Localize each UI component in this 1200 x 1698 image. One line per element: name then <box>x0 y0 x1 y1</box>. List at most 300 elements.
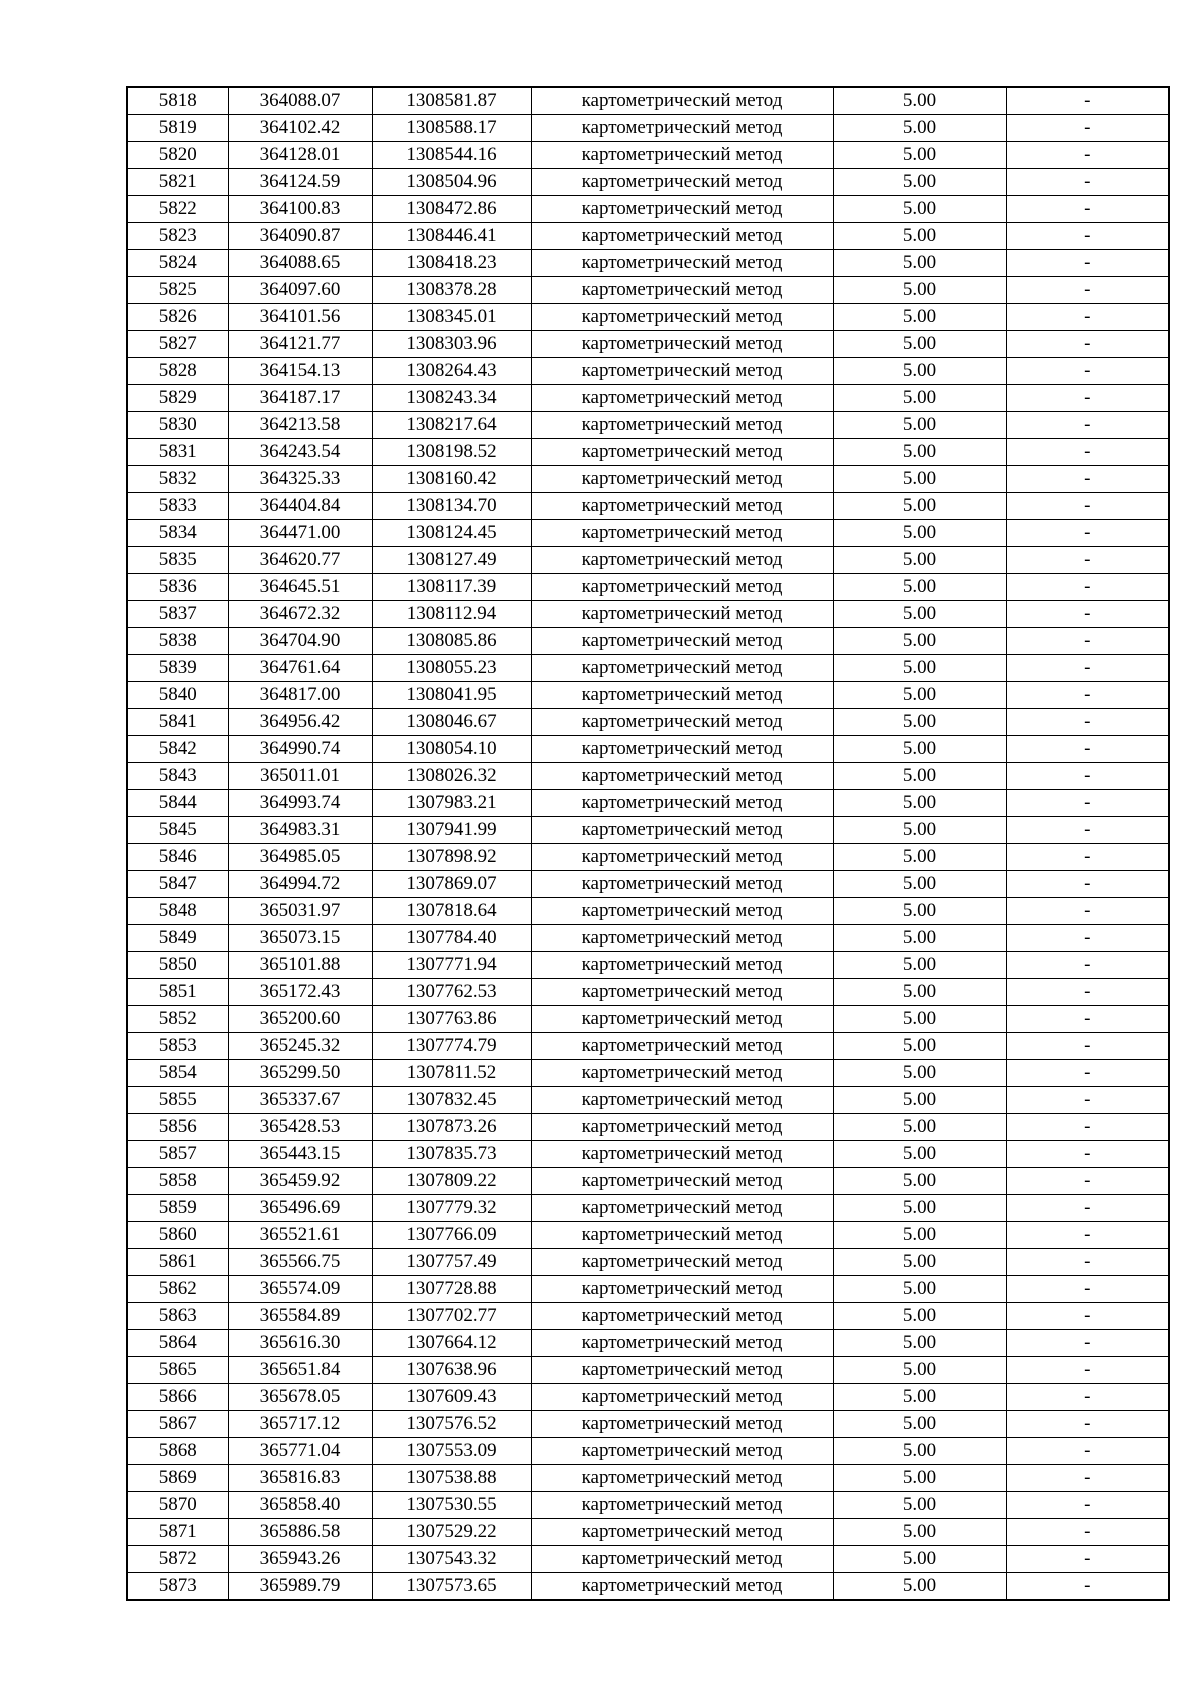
y-coordinate-cell: 1307538.88 <box>372 1465 531 1492</box>
accuracy-cell: 5.00 <box>833 1060 1006 1087</box>
point-number-cell: 5862 <box>127 1276 228 1303</box>
point-number-cell: 5859 <box>127 1195 228 1222</box>
method-cell: картометрический метод <box>531 871 833 898</box>
accuracy-cell: 5.00 <box>833 1411 1006 1438</box>
point-number-cell: 5846 <box>127 844 228 871</box>
note-cell: - <box>1006 1276 1169 1303</box>
y-coordinate-cell: 1307553.09 <box>372 1438 531 1465</box>
x-coordinate-cell: 365443.15 <box>228 1141 372 1168</box>
x-coordinate-cell: 365299.50 <box>228 1060 372 1087</box>
note-cell: - <box>1006 1141 1169 1168</box>
table-row <box>127 115 1169 142</box>
x-coordinate-cell: 364471.00 <box>228 520 372 547</box>
y-coordinate-cell: 1307873.26 <box>372 1114 531 1141</box>
method-cell: картометрический метод <box>531 196 833 223</box>
accuracy-cell: 5.00 <box>833 790 1006 817</box>
point-number-cell: 5867 <box>127 1411 228 1438</box>
note-cell: - <box>1006 439 1169 466</box>
x-coordinate-cell: 365245.32 <box>228 1033 372 1060</box>
note-cell: - <box>1006 628 1169 655</box>
table-row <box>127 493 1169 520</box>
method-cell: картометрический метод <box>531 250 833 277</box>
method-cell: картометрический метод <box>531 1384 833 1411</box>
y-coordinate-cell: 1307757.49 <box>372 1249 531 1276</box>
method-cell: картометрический метод <box>531 169 833 196</box>
note-cell: - <box>1006 412 1169 439</box>
accuracy-cell: 5.00 <box>833 1573 1006 1601</box>
method-cell: картометрический метод <box>531 1006 833 1033</box>
point-number-cell: 5863 <box>127 1303 228 1330</box>
y-coordinate-cell: 1307832.45 <box>372 1087 531 1114</box>
x-coordinate-cell: 365574.09 <box>228 1276 372 1303</box>
y-coordinate-cell: 1308544.16 <box>372 142 531 169</box>
x-coordinate-cell: 365858.40 <box>228 1492 372 1519</box>
x-coordinate-cell: 365651.84 <box>228 1357 372 1384</box>
method-cell: картометрический метод <box>531 87 833 115</box>
table-row <box>127 1573 1169 1601</box>
point-number-cell: 5823 <box>127 223 228 250</box>
y-coordinate-cell: 1307543.32 <box>372 1546 531 1573</box>
method-cell: картометрический метод <box>531 520 833 547</box>
document-page <box>126 86 1168 1601</box>
note-cell: - <box>1006 1411 1169 1438</box>
y-coordinate-cell: 1308345.01 <box>372 304 531 331</box>
note-cell: - <box>1006 871 1169 898</box>
accuracy-cell: 5.00 <box>833 628 1006 655</box>
x-coordinate-cell: 364101.56 <box>228 304 372 331</box>
y-coordinate-cell: 1308124.45 <box>372 520 531 547</box>
x-coordinate-cell: 364325.33 <box>228 466 372 493</box>
y-coordinate-cell: 1307771.94 <box>372 952 531 979</box>
y-coordinate-cell: 1308217.64 <box>372 412 531 439</box>
accuracy-cell: 5.00 <box>833 493 1006 520</box>
note-cell: - <box>1006 736 1169 763</box>
y-coordinate-cell: 1308504.96 <box>372 169 531 196</box>
method-cell: картометрический метод <box>531 736 833 763</box>
x-coordinate-cell: 364994.72 <box>228 871 372 898</box>
table-row <box>127 628 1169 655</box>
method-cell: картометрический метод <box>531 709 833 736</box>
accuracy-cell: 5.00 <box>833 1492 1006 1519</box>
y-coordinate-cell: 1308378.28 <box>372 277 531 304</box>
x-coordinate-cell: 365989.79 <box>228 1573 372 1601</box>
accuracy-cell: 5.00 <box>833 1222 1006 1249</box>
x-coordinate-cell: 365717.12 <box>228 1411 372 1438</box>
x-coordinate-cell: 364983.31 <box>228 817 372 844</box>
note-cell: - <box>1006 1573 1169 1601</box>
point-number-cell: 5868 <box>127 1438 228 1465</box>
table-row <box>127 277 1169 304</box>
accuracy-cell: 5.00 <box>833 358 1006 385</box>
note-cell: - <box>1006 1087 1169 1114</box>
x-coordinate-cell: 364154.13 <box>228 358 372 385</box>
note-cell: - <box>1006 1438 1169 1465</box>
point-number-cell: 5822 <box>127 196 228 223</box>
point-number-cell: 5820 <box>127 142 228 169</box>
accuracy-cell: 5.00 <box>833 1006 1006 1033</box>
method-cell: картометрический метод <box>531 601 833 628</box>
table-row <box>127 1141 1169 1168</box>
table-row <box>127 574 1169 601</box>
note-cell: - <box>1006 763 1169 790</box>
method-cell: картометрический метод <box>531 1492 833 1519</box>
point-number-cell: 5873 <box>127 1573 228 1601</box>
accuracy-cell: 5.00 <box>833 574 1006 601</box>
method-cell: картометрический метод <box>531 682 833 709</box>
method-cell: картометрический метод <box>531 1465 833 1492</box>
y-coordinate-cell: 1307609.43 <box>372 1384 531 1411</box>
table-row <box>127 682 1169 709</box>
table-row <box>127 1519 1169 1546</box>
x-coordinate-cell: 365771.04 <box>228 1438 372 1465</box>
y-coordinate-cell: 1308085.86 <box>372 628 531 655</box>
coordinates-table <box>126 86 1170 1601</box>
x-coordinate-cell: 365031.97 <box>228 898 372 925</box>
accuracy-cell: 5.00 <box>833 1357 1006 1384</box>
y-coordinate-cell: 1308588.17 <box>372 115 531 142</box>
x-coordinate-cell: 364097.60 <box>228 277 372 304</box>
table-row <box>127 1357 1169 1384</box>
accuracy-cell: 5.00 <box>833 817 1006 844</box>
point-number-cell: 5821 <box>127 169 228 196</box>
table-row <box>127 1033 1169 1060</box>
point-number-cell: 5841 <box>127 709 228 736</box>
method-cell: картометрический метод <box>531 790 833 817</box>
accuracy-cell: 5.00 <box>833 682 1006 709</box>
method-cell: картометрический метод <box>531 358 833 385</box>
accuracy-cell: 5.00 <box>833 115 1006 142</box>
point-number-cell: 5854 <box>127 1060 228 1087</box>
point-number-cell: 5858 <box>127 1168 228 1195</box>
point-number-cell: 5870 <box>127 1492 228 1519</box>
note-cell: - <box>1006 817 1169 844</box>
x-coordinate-cell: 364817.00 <box>228 682 372 709</box>
table-row <box>127 1465 1169 1492</box>
accuracy-cell: 5.00 <box>833 87 1006 115</box>
y-coordinate-cell: 1308046.67 <box>372 709 531 736</box>
method-cell: картометрический метод <box>531 493 833 520</box>
y-coordinate-cell: 1307784.40 <box>372 925 531 952</box>
table-row <box>127 1492 1169 1519</box>
note-cell: - <box>1006 1195 1169 1222</box>
accuracy-cell: 5.00 <box>833 142 1006 169</box>
y-coordinate-cell: 1307941.99 <box>372 817 531 844</box>
point-number-cell: 5849 <box>127 925 228 952</box>
x-coordinate-cell: 364404.84 <box>228 493 372 520</box>
table-row <box>127 763 1169 790</box>
x-coordinate-cell: 364990.74 <box>228 736 372 763</box>
x-coordinate-cell: 365337.67 <box>228 1087 372 1114</box>
note-cell: - <box>1006 1114 1169 1141</box>
table-row <box>127 358 1169 385</box>
method-cell: картометрический метод <box>531 1033 833 1060</box>
y-coordinate-cell: 1307766.09 <box>372 1222 531 1249</box>
x-coordinate-cell: 364620.77 <box>228 547 372 574</box>
point-number-cell: 5830 <box>127 412 228 439</box>
note-cell: - <box>1006 1060 1169 1087</box>
x-coordinate-cell: 365678.05 <box>228 1384 372 1411</box>
table-row <box>127 871 1169 898</box>
x-coordinate-cell: 364121.77 <box>228 331 372 358</box>
note-cell: - <box>1006 1006 1169 1033</box>
table-row <box>127 87 1169 115</box>
y-coordinate-cell: 1307702.77 <box>372 1303 531 1330</box>
x-coordinate-cell: 364213.58 <box>228 412 372 439</box>
note-cell: - <box>1006 115 1169 142</box>
table-row <box>127 1222 1169 1249</box>
y-coordinate-cell: 1307763.86 <box>372 1006 531 1033</box>
method-cell: картометрический метод <box>531 1519 833 1546</box>
x-coordinate-cell: 364243.54 <box>228 439 372 466</box>
y-coordinate-cell: 1307835.73 <box>372 1141 531 1168</box>
accuracy-cell: 5.00 <box>833 655 1006 682</box>
x-coordinate-cell: 365616.30 <box>228 1330 372 1357</box>
note-cell: - <box>1006 898 1169 925</box>
table-row <box>127 844 1169 871</box>
y-coordinate-cell: 1307869.07 <box>372 871 531 898</box>
table-row <box>127 466 1169 493</box>
x-coordinate-cell: 365816.83 <box>228 1465 372 1492</box>
method-cell: картометрический метод <box>531 1357 833 1384</box>
y-coordinate-cell: 1308446.41 <box>372 223 531 250</box>
method-cell: картометрический метод <box>531 1546 833 1573</box>
method-cell: картометрический метод <box>531 1087 833 1114</box>
table-row <box>127 412 1169 439</box>
y-coordinate-cell: 1308055.23 <box>372 655 531 682</box>
method-cell: картометрический метод <box>531 1222 833 1249</box>
note-cell: - <box>1006 790 1169 817</box>
y-coordinate-cell: 1307728.88 <box>372 1276 531 1303</box>
table-row <box>127 1411 1169 1438</box>
y-coordinate-cell: 1308472.86 <box>372 196 531 223</box>
x-coordinate-cell: 365011.01 <box>228 763 372 790</box>
x-coordinate-cell: 364187.17 <box>228 385 372 412</box>
note-cell: - <box>1006 1303 1169 1330</box>
y-coordinate-cell: 1308581.87 <box>372 87 531 115</box>
accuracy-cell: 5.00 <box>833 844 1006 871</box>
x-coordinate-cell: 365584.89 <box>228 1303 372 1330</box>
x-coordinate-cell: 365172.43 <box>228 979 372 1006</box>
accuracy-cell: 5.00 <box>833 1438 1006 1465</box>
method-cell: картометрический метод <box>531 655 833 682</box>
point-number-cell: 5832 <box>127 466 228 493</box>
table-row <box>127 898 1169 925</box>
accuracy-cell: 5.00 <box>833 439 1006 466</box>
method-cell: картометрический метод <box>531 115 833 142</box>
y-coordinate-cell: 1307530.55 <box>372 1492 531 1519</box>
y-coordinate-cell: 1307898.92 <box>372 844 531 871</box>
x-coordinate-cell: 365200.60 <box>228 1006 372 1033</box>
accuracy-cell: 5.00 <box>833 1303 1006 1330</box>
accuracy-cell: 5.00 <box>833 466 1006 493</box>
point-number-cell: 5857 <box>127 1141 228 1168</box>
x-coordinate-cell: 364956.42 <box>228 709 372 736</box>
method-cell: картометрический метод <box>531 1573 833 1601</box>
accuracy-cell: 5.00 <box>833 547 1006 574</box>
note-cell: - <box>1006 277 1169 304</box>
method-cell: картометрический метод <box>531 304 833 331</box>
y-coordinate-cell: 1307638.96 <box>372 1357 531 1384</box>
accuracy-cell: 5.00 <box>833 1384 1006 1411</box>
table-row <box>127 1168 1169 1195</box>
table-row <box>127 142 1169 169</box>
y-coordinate-cell: 1308160.42 <box>372 466 531 493</box>
x-coordinate-cell: 364761.64 <box>228 655 372 682</box>
table-row <box>127 1087 1169 1114</box>
method-cell: картометрический метод <box>531 412 833 439</box>
y-coordinate-cell: 1308041.95 <box>372 682 531 709</box>
method-cell: картометрический метод <box>531 439 833 466</box>
x-coordinate-cell: 365943.26 <box>228 1546 372 1573</box>
point-number-cell: 5827 <box>127 331 228 358</box>
table-row <box>127 1384 1169 1411</box>
accuracy-cell: 5.00 <box>833 601 1006 628</box>
table-row <box>127 709 1169 736</box>
accuracy-cell: 5.00 <box>833 169 1006 196</box>
note-cell: - <box>1006 655 1169 682</box>
method-cell: картометрический метод <box>531 574 833 601</box>
accuracy-cell: 5.00 <box>833 1195 1006 1222</box>
method-cell: картометрический метод <box>531 1438 833 1465</box>
note-cell: - <box>1006 1465 1169 1492</box>
table-row <box>127 1114 1169 1141</box>
point-number-cell: 5853 <box>127 1033 228 1060</box>
point-number-cell: 5852 <box>127 1006 228 1033</box>
method-cell: картометрический метод <box>531 1249 833 1276</box>
coordinates-table-body <box>127 87 1169 1600</box>
table-row <box>127 331 1169 358</box>
note-cell: - <box>1006 196 1169 223</box>
point-number-cell: 5865 <box>127 1357 228 1384</box>
method-cell: картометрический метод <box>531 898 833 925</box>
x-coordinate-cell: 365521.61 <box>228 1222 372 1249</box>
point-number-cell: 5856 <box>127 1114 228 1141</box>
point-number-cell: 5839 <box>127 655 228 682</box>
accuracy-cell: 5.00 <box>833 1519 1006 1546</box>
point-number-cell: 5861 <box>127 1249 228 1276</box>
note-cell: - <box>1006 520 1169 547</box>
table-row <box>127 1195 1169 1222</box>
point-number-cell: 5864 <box>127 1330 228 1357</box>
accuracy-cell: 5.00 <box>833 1114 1006 1141</box>
note-cell: - <box>1006 601 1169 628</box>
note-cell: - <box>1006 925 1169 952</box>
x-coordinate-cell: 364985.05 <box>228 844 372 871</box>
x-coordinate-cell: 365073.15 <box>228 925 372 952</box>
y-coordinate-cell: 1307818.64 <box>372 898 531 925</box>
point-number-cell: 5837 <box>127 601 228 628</box>
accuracy-cell: 5.00 <box>833 763 1006 790</box>
note-cell: - <box>1006 1546 1169 1573</box>
table-row <box>127 1060 1169 1087</box>
accuracy-cell: 5.00 <box>833 331 1006 358</box>
accuracy-cell: 5.00 <box>833 196 1006 223</box>
note-cell: - <box>1006 250 1169 277</box>
x-coordinate-cell: 364672.32 <box>228 601 372 628</box>
table-row <box>127 1276 1169 1303</box>
table-row <box>127 1330 1169 1357</box>
accuracy-cell: 5.00 <box>833 1465 1006 1492</box>
y-coordinate-cell: 1307664.12 <box>372 1330 531 1357</box>
y-coordinate-cell: 1308117.39 <box>372 574 531 601</box>
table-row <box>127 655 1169 682</box>
x-coordinate-cell: 365566.75 <box>228 1249 372 1276</box>
method-cell: картометрический метод <box>531 466 833 493</box>
note-cell: - <box>1006 1168 1169 1195</box>
accuracy-cell: 5.00 <box>833 1546 1006 1573</box>
point-number-cell: 5831 <box>127 439 228 466</box>
x-coordinate-cell: 365886.58 <box>228 1519 372 1546</box>
table-row <box>127 196 1169 223</box>
y-coordinate-cell: 1307576.52 <box>372 1411 531 1438</box>
accuracy-cell: 5.00 <box>833 1033 1006 1060</box>
point-number-cell: 5845 <box>127 817 228 844</box>
method-cell: картометрический метод <box>531 1060 833 1087</box>
note-cell: - <box>1006 331 1169 358</box>
method-cell: картометрический метод <box>531 1141 833 1168</box>
accuracy-cell: 5.00 <box>833 412 1006 439</box>
point-number-cell: 5843 <box>127 763 228 790</box>
x-coordinate-cell: 364088.65 <box>228 250 372 277</box>
method-cell: картометрический метод <box>531 628 833 655</box>
y-coordinate-cell: 1308134.70 <box>372 493 531 520</box>
x-coordinate-cell: 364645.51 <box>228 574 372 601</box>
table-row <box>127 601 1169 628</box>
y-coordinate-cell: 1308198.52 <box>372 439 531 466</box>
point-number-cell: 5866 <box>127 1384 228 1411</box>
y-coordinate-cell: 1308264.43 <box>372 358 531 385</box>
point-number-cell: 5844 <box>127 790 228 817</box>
x-coordinate-cell: 364102.42 <box>228 115 372 142</box>
note-cell: - <box>1006 466 1169 493</box>
y-coordinate-cell: 1307573.65 <box>372 1573 531 1601</box>
accuracy-cell: 5.00 <box>833 709 1006 736</box>
point-number-cell: 5818 <box>127 87 228 115</box>
point-number-cell: 5869 <box>127 1465 228 1492</box>
table-row <box>127 979 1169 1006</box>
note-cell: - <box>1006 979 1169 1006</box>
x-coordinate-cell: 364088.07 <box>228 87 372 115</box>
method-cell: картометрический метод <box>531 979 833 1006</box>
point-number-cell: 5834 <box>127 520 228 547</box>
table-row <box>127 223 1169 250</box>
table-row <box>127 439 1169 466</box>
x-coordinate-cell: 364704.90 <box>228 628 372 655</box>
point-number-cell: 5871 <box>127 1519 228 1546</box>
y-coordinate-cell: 1308127.49 <box>372 547 531 574</box>
note-cell: - <box>1006 844 1169 871</box>
accuracy-cell: 5.00 <box>833 1141 1006 1168</box>
note-cell: - <box>1006 682 1169 709</box>
note-cell: - <box>1006 385 1169 412</box>
note-cell: - <box>1006 358 1169 385</box>
point-number-cell: 5842 <box>127 736 228 763</box>
note-cell: - <box>1006 547 1169 574</box>
method-cell: картометрический метод <box>531 1303 833 1330</box>
method-cell: картометрический метод <box>531 817 833 844</box>
y-coordinate-cell: 1307529.22 <box>372 1519 531 1546</box>
y-coordinate-cell: 1308112.94 <box>372 601 531 628</box>
note-cell: - <box>1006 1222 1169 1249</box>
note-cell: - <box>1006 1519 1169 1546</box>
point-number-cell: 5826 <box>127 304 228 331</box>
y-coordinate-cell: 1308303.96 <box>372 331 531 358</box>
table-row <box>127 1249 1169 1276</box>
accuracy-cell: 5.00 <box>833 304 1006 331</box>
method-cell: картометрический метод <box>531 547 833 574</box>
table-row <box>127 1303 1169 1330</box>
y-coordinate-cell: 1308026.32 <box>372 763 531 790</box>
